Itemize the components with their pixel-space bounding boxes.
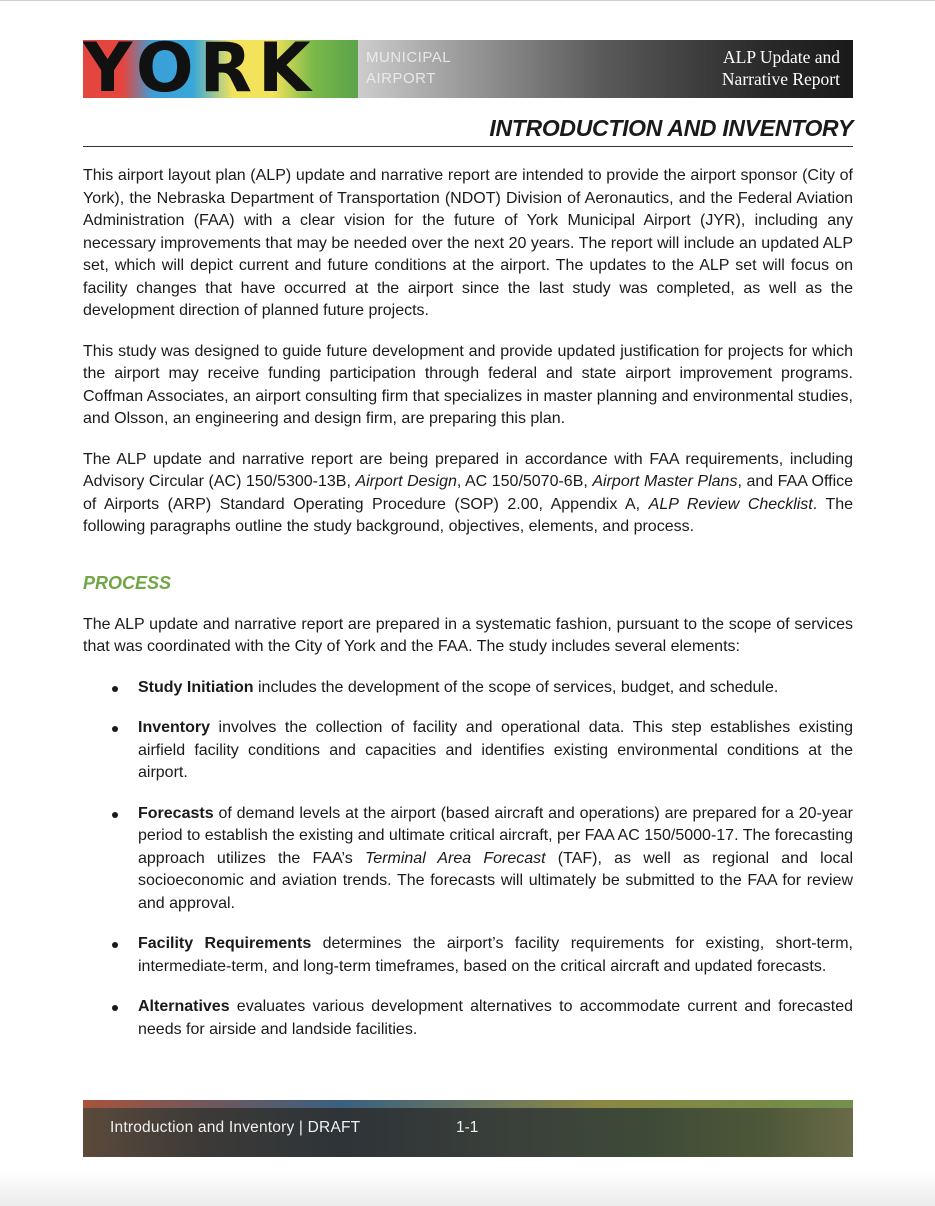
list-item-inventory bbox=[83, 717, 853, 785]
document-title-line1: ALP Update and bbox=[723, 47, 840, 67]
p3-text-d: . The following paragraphs outline the study background, objectives, elements, and process. bbox=[83, 495, 854, 535]
logo-subtitle-line2: AIRPORT bbox=[366, 70, 436, 87]
intro-paragraph-3 bbox=[83, 449, 853, 539]
list-item-study-initiation bbox=[83, 677, 853, 700]
footer-color-tint bbox=[83, 1100, 853, 1108]
intro-paragraph-2: This study was designed to guide future development and provide updated justification for projects for which the airport may receive funding participation through federal and state airport improvement programs. Coffman Associates, an airport consulting firm that specializes in master planning and environmental studies, and Olsson, an engineering and design firm, are preparing this plan. bbox=[83, 342, 853, 427]
p3-italic-airport-design: Airport Design bbox=[355, 473, 457, 490]
desc-alternatives: evaluates various development alternatives to accommodate current and forecasted needs for airside and landside facilities. bbox=[138, 998, 853, 1038]
italic-terminal-area-forecast: Terminal Area Forecast bbox=[364, 849, 546, 867]
list-item-forecasts bbox=[83, 803, 853, 916]
process-heading: PROCESS bbox=[83, 572, 172, 593]
p3-text-b: , AC 150/5070-6B, bbox=[456, 473, 593, 490]
desc-inventory: involves the collection of facility and operational data. This step establishes existing airfield facility conditions and capacities and identifies existing environmental conditions at the airport. bbox=[138, 719, 853, 781]
document-title bbox=[722, 46, 840, 90]
process-intro: The ALP update and narrative report are prepared in a systematic fashion, pursuant to the scope of services that was coordinated with the City of York and the FAA. The study includes several elements: bbox=[83, 615, 853, 655]
document-title-line2: Narrative Report bbox=[721, 69, 840, 89]
logo-subtitle-line1: MUNICIPAL bbox=[366, 49, 452, 66]
desc-forecasts-b: (TAF), as well as regional and local socioeconomic and aviation trends. The forecasts will ultimately be submitted to the FAA for review and approval. bbox=[138, 849, 854, 912]
intro-paragraph-1: This airport layout plan (ALP) update and narrative report are intended to provide the airport sponsor (City of York), the Nebraska Department of Transportation (NDOT) Division of Aeronautics, and the Federal Aviation Administration (FAA) with a clear vision for the future of York Municipal Airport (JYR), including any necessary improvements that may be needed over the next 20 years. The report will include an updated ALP set, which will depict current and future conditions at the airport. The updates to the ALP set will focus on facility changes that have occurred at the airport since the last study was completed, as well as the development direction of planned future projects. bbox=[83, 167, 853, 319]
header-banner bbox=[83, 40, 853, 98]
term-alternatives: Alternatives bbox=[138, 998, 230, 1015]
desc-forecasts-a: of demand levels at the airport (based aircraft and operations) are prepared for a 20-year period to establish the existing and ultimate critical aircraft, per FAA AC 150/5000-17. The forecasting approach utilizes the FAA’s bbox=[138, 804, 853, 867]
term-forecasts: Forecasts bbox=[138, 804, 214, 822]
term-study-initiation: Study Initiation bbox=[138, 678, 254, 696]
footer-banner bbox=[83, 1100, 853, 1157]
p3-text-c: , and FAA Office of Airports (ARP) Standard Operating Procedure (SOP) 2.00, Appendix A, bbox=[83, 473, 854, 513]
page-bottom-shadow bbox=[0, 1170, 935, 1206]
term-facility-requirements: Facility Requirements bbox=[138, 935, 312, 952]
list-item-facility-requirements bbox=[83, 933, 853, 978]
york-logo: YORK bbox=[83, 40, 317, 98]
section-title: INTRODUCTION AND INVENTORY bbox=[489, 115, 853, 141]
section-divider bbox=[83, 146, 853, 147]
p3-text-a: The ALP update and narrative report are being prepared in accordance with FAA requirements, including Advisory Circular (AC) 150/5300-13B, bbox=[83, 450, 853, 490]
term-inventory: Inventory bbox=[138, 719, 211, 736]
page-number: 1-1 bbox=[456, 1119, 479, 1136]
list-item-alternatives bbox=[83, 996, 853, 1041]
logo-subtitle bbox=[366, 47, 451, 89]
p3-italic-master-plans: Airport Master Plans bbox=[592, 473, 738, 490]
page-top-edge bbox=[0, 0, 935, 1]
body-content bbox=[83, 165, 853, 1059]
desc-study-initiation: includes the development of the scope of services, budget, and schedule. bbox=[253, 678, 779, 696]
desc-facility-requirements: determines the airport’s facility requirements for existing, short-term, intermediate-term, and long-term timeframes, based on the critical aircraft and updated forecasts. bbox=[138, 935, 853, 975]
footer-label: Introduction and Inventory | DRAFT bbox=[110, 1119, 361, 1136]
p3-italic-review-checklist: ALP Review Checklist bbox=[648, 495, 813, 513]
process-element-list bbox=[83, 677, 853, 1042]
